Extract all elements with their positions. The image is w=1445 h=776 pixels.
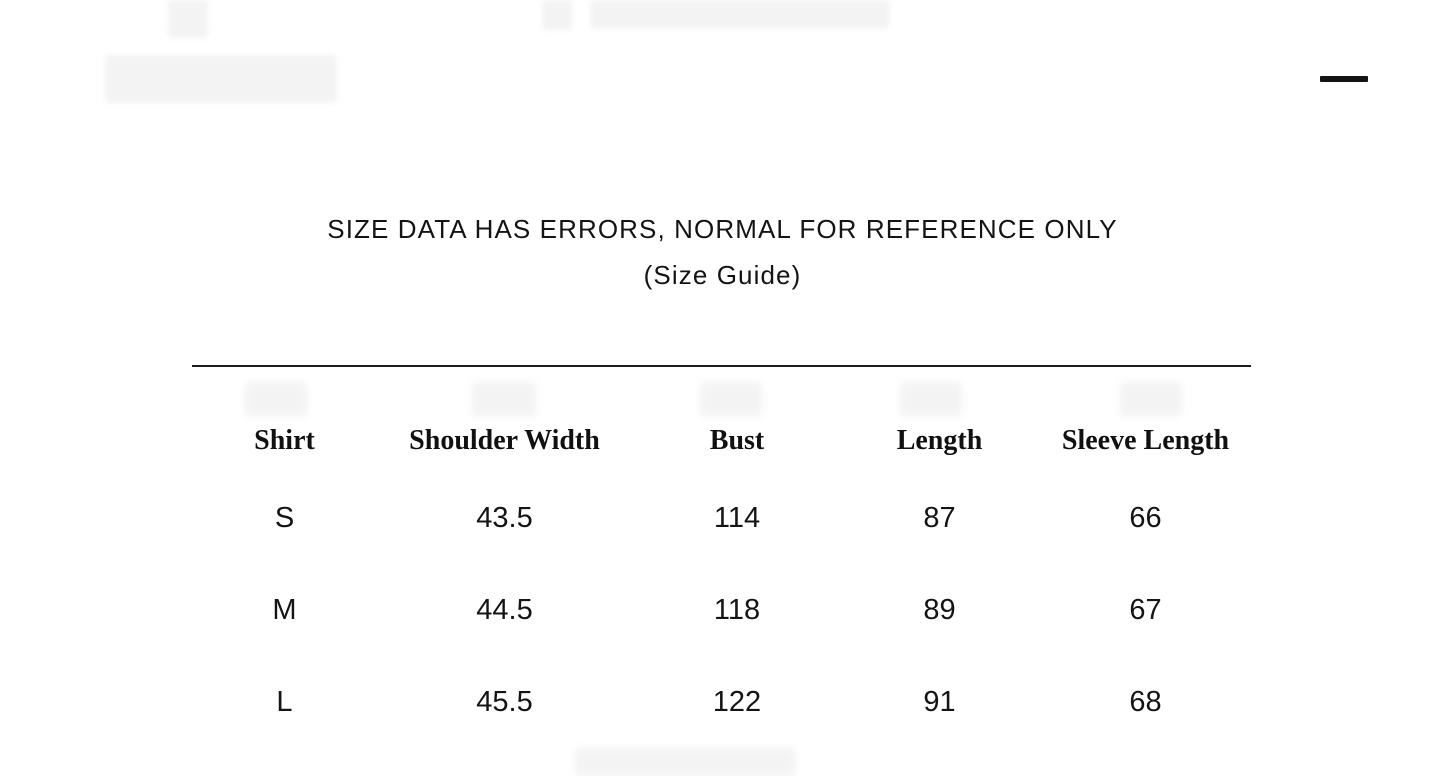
page-title-line-1: SIZE DATA HAS ERRORS, NORMAL FOR REFERENCE ONLY bbox=[327, 214, 1118, 244]
column-header-shirt: Shirt bbox=[254, 425, 315, 456]
top-artifact-4 bbox=[105, 55, 337, 103]
cell-shoulder-width: 44.5 bbox=[476, 593, 533, 626]
table-row bbox=[192, 656, 1254, 748]
cell-bust: 118 bbox=[713, 593, 761, 626]
cell-shoulder-width: 43.5 bbox=[476, 501, 533, 534]
table-header-row bbox=[192, 410, 1254, 472]
cell-size: L bbox=[276, 685, 293, 718]
cell-sleeve-length: 68 bbox=[1129, 685, 1162, 718]
cell-length: 87 bbox=[923, 501, 956, 534]
cell-sleeve-length: 67 bbox=[1129, 593, 1162, 626]
cell-sleeve-length: 66 bbox=[1129, 501, 1162, 534]
column-header-shoulder-width: Shoulder Width bbox=[409, 425, 600, 456]
bottom-artifact bbox=[575, 748, 795, 776]
cell-length: 91 bbox=[923, 685, 956, 718]
column-header-bust: Bust bbox=[709, 425, 765, 456]
cell-shoulder-width: 45.5 bbox=[476, 685, 533, 718]
table-row bbox=[192, 564, 1254, 656]
top-artifact-1 bbox=[168, 0, 208, 38]
cell-bust: 122 bbox=[712, 685, 762, 718]
cell-size: M bbox=[272, 593, 297, 626]
cell-length: 89 bbox=[923, 593, 956, 626]
cell-size: S bbox=[274, 501, 295, 534]
column-header-sleeve-length: Sleeve Length bbox=[1061, 425, 1230, 456]
cell-bust: 114 bbox=[713, 501, 761, 534]
column-header-length: Length bbox=[896, 425, 983, 456]
top-artifact-2 bbox=[542, 0, 572, 30]
size-guide-table bbox=[192, 410, 1254, 748]
table-row bbox=[192, 472, 1254, 564]
page-title bbox=[0, 206, 1445, 298]
page-title-line-2: (Size Guide) bbox=[643, 260, 802, 290]
divider bbox=[192, 365, 1251, 367]
top-artifact-3 bbox=[590, 0, 890, 28]
minimize-icon[interactable] bbox=[1320, 76, 1368, 82]
